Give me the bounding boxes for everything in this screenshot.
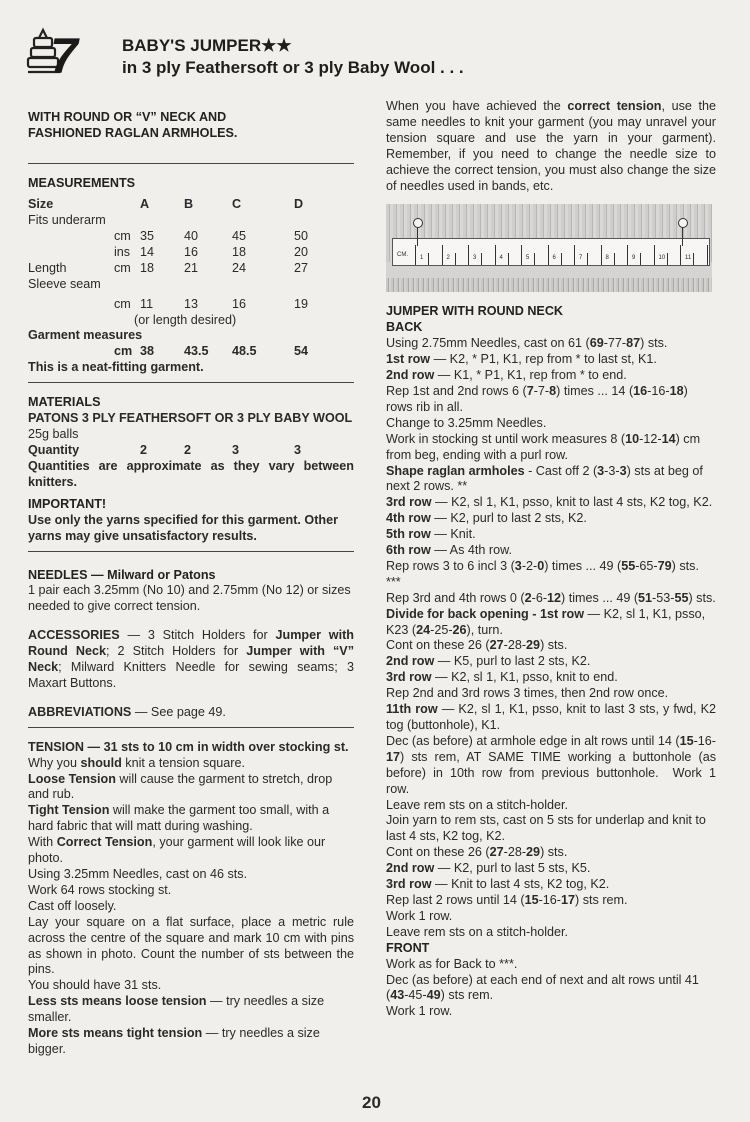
value: 16 (232, 296, 247, 311)
pattern-number: 7 (50, 28, 78, 82)
t: 4th row (386, 511, 431, 526)
unit-cm: cm (114, 344, 133, 359)
size-label: Size (28, 196, 54, 211)
instruction (386, 464, 716, 496)
ruler-number: 1 (420, 255, 424, 262)
instruction (386, 432, 716, 464)
t: -28- (503, 638, 527, 653)
t: -77- (603, 336, 627, 351)
divider (28, 727, 354, 728)
t: Rep 3rd and 4th rows 0 ( (386, 590, 525, 605)
ruler-tick (468, 245, 469, 265)
ruler-tick (587, 253, 588, 265)
text: , your garment will look like our photo. (28, 835, 326, 866)
knit-fabric (386, 278, 712, 292)
text: will cause the garment to stretch, drop and rub. (28, 771, 333, 802)
tension-step: Work 64 rows stocking st. (28, 882, 172, 897)
yarn-name: PATONS 3 PLY FEATHERSOFT OR 3 PLY BABY WOOL (28, 411, 353, 426)
value: 21 (184, 260, 199, 275)
t: 11th row (386, 702, 438, 717)
t: 2nd row (386, 861, 435, 876)
unit-cm: cm (114, 228, 131, 243)
ruler-tick (627, 245, 628, 265)
t: 3 (514, 558, 522, 573)
t: ) times ... 49 ( (561, 590, 639, 605)
value: 54 (294, 344, 309, 359)
length-label: Length (28, 260, 67, 275)
t: -2- (521, 558, 538, 573)
ruler-tick (654, 245, 655, 265)
t: ) sts. (640, 336, 668, 351)
length-row (28, 261, 354, 277)
t: 49 (426, 988, 441, 1003)
t: Using 2.75mm Needles, cast on 61 ( (386, 336, 590, 351)
instruction: Work 1 row. (386, 1004, 453, 1019)
t: 87 (626, 336, 641, 351)
value: 38 (140, 344, 155, 359)
text: ; Milward Knitters Needle for sewing seams; 3 Maxart Buttons. (28, 660, 354, 690)
instruction: Work 1 row. (386, 908, 453, 923)
text: knit a tension square. (121, 755, 245, 770)
ruler-tick (640, 253, 641, 265)
t: Rep last 2 rows until 14 ( (386, 892, 525, 907)
t: -16- (693, 733, 716, 748)
text: — try needles a size bigger. (28, 1026, 320, 1056)
instruction (386, 893, 716, 909)
instruction: Work as for Back to ***. (386, 956, 518, 971)
ruler-tick (548, 245, 549, 265)
intro-line2: FASHIONED RAGLAN ARMHOLES. (28, 125, 238, 140)
t: 0 (537, 558, 545, 573)
t: — Knit to last 4 sts, K2 tog, K2. (431, 877, 610, 892)
instruction: Rep 2nd and 3rd rows 3 times, then 2nd row once. (386, 686, 669, 701)
t: — As 4th row. (430, 543, 512, 558)
instruction (386, 734, 716, 798)
pattern-number-icon (26, 24, 88, 82)
ruler-tick (455, 253, 456, 265)
t: -53- (652, 590, 675, 605)
value: 35 (140, 228, 155, 243)
t: 14 (661, 431, 676, 446)
t: -6- (531, 590, 548, 605)
ruler-tick (574, 245, 575, 265)
ruler-tick (667, 253, 668, 265)
important-heading: IMPORTANT! (28, 496, 107, 511)
fits-underarm-label: Fits underarm (28, 212, 106, 227)
ruler-tick (428, 253, 429, 265)
text: Correct Tension (56, 835, 153, 850)
ruler-tick (521, 245, 522, 265)
t: — Knit. (430, 527, 476, 542)
intro-line1: WITH ROUND OR “V” NECK AND (28, 110, 227, 124)
t: 55 (674, 590, 689, 605)
size-row (28, 197, 354, 213)
t: Rep 1st and 2nd rows 6 ( (386, 383, 527, 398)
t: — K2, purl to last 2 sts, K2. (430, 511, 587, 526)
text: Less sts means loose tension (28, 994, 207, 1009)
t: ) times ... 14 ( (556, 383, 634, 398)
t: 10 (625, 431, 640, 446)
t: ) times ... 49 ( (544, 558, 622, 573)
t: -7- (533, 383, 550, 398)
t: 3 (597, 463, 605, 478)
text: With (28, 835, 57, 850)
t: 55 (621, 558, 636, 573)
unit-cm: cm (114, 260, 131, 275)
text: Jumper with “V” Neck (28, 644, 354, 675)
instruction: Join yarn to rem sts, cast on 5 sts for underlap and knit to last 4 sts, K2 tog, K2. (386, 813, 706, 844)
t: ) sts. (688, 590, 716, 605)
t: 27 (489, 845, 504, 860)
ruler-tick (481, 253, 482, 265)
t: 24 (416, 622, 431, 637)
tension-less (28, 994, 354, 1026)
approx-note: Quantities are approximate as they vary between knitters. (28, 458, 354, 489)
t: Work in stocking st until work measures 8 ( (386, 431, 626, 446)
fits-ins-row (28, 245, 354, 261)
divider (28, 382, 354, 383)
t: 3rd row (386, 670, 432, 685)
t: 2nd row (386, 654, 435, 669)
accessories-label: ACCESSORIES (28, 628, 120, 643)
t: -65- (635, 558, 658, 573)
t: — K2, sl 1, K1, psso, K23 ( (386, 606, 706, 637)
t: 29 (526, 845, 541, 860)
t: 8 (549, 383, 557, 398)
needles-heading: NEEDLES — Milward or Patons (28, 567, 216, 582)
t: ) sts rem. (575, 892, 628, 907)
instruction: Change to 3.25mm Needles. (386, 415, 547, 430)
text: ; 2 Stitch Holders for (106, 644, 247, 659)
neat-fitting-note: This is a neat-fitting garment. (28, 360, 204, 375)
t: — K2, sl 1, K1, psso, knit to last 4 sts, K2 tog, K2. (431, 495, 713, 510)
text: When you have achieved the (386, 99, 568, 113)
t: 2nd row (386, 368, 435, 383)
instruction (386, 591, 716, 607)
ruler-tick (534, 253, 535, 265)
tension-loose (28, 772, 354, 804)
t: — K2, sl 1, K1, psso, knit to end. (431, 670, 618, 685)
t: -16- (538, 892, 562, 907)
t: 79 (657, 558, 672, 573)
t: — K2, * P1, K1, rep from * to last st, K1. (430, 352, 657, 367)
t: -16- (647, 383, 670, 398)
t: 6th row (386, 543, 431, 558)
size-a: A (140, 196, 150, 211)
ruler-number: 7 (579, 255, 583, 262)
ruler-tick (707, 245, 708, 265)
instruction (386, 607, 716, 639)
title-line2: in 3 ply Feathersoft or 3 ply Baby Wool . . . (122, 58, 464, 77)
t: 69 (589, 336, 604, 351)
t: — K2, purl to last 5 sts, K5. (434, 861, 591, 876)
t: ) sts at beg of next 2 rows. ** (386, 463, 703, 494)
difficulty-stars: ★★ (261, 36, 292, 55)
text: Tight Tension (28, 803, 110, 818)
t: — K1, * P1, K1, rep from * to end. (434, 368, 627, 383)
divider (28, 163, 354, 164)
t: ) sts. *** (386, 558, 699, 589)
t: Shape raglan armholes (386, 463, 525, 478)
t: 16 (633, 383, 648, 398)
ruler-number: 10 (658, 255, 666, 262)
quantity-row (28, 443, 354, 459)
fits-cm-row (28, 229, 354, 245)
tension-heading: TENSION — 31 sts to 10 cm in width over stocking st. (28, 739, 349, 754)
value: 2 (140, 442, 148, 457)
metric-ruler (392, 238, 710, 266)
size-b: B (184, 196, 194, 211)
ruler-tick (415, 245, 416, 265)
instruction (386, 352, 716, 368)
needles-text: 1 pair each 3.25mm (No 10) and 2.75mm (No 12) or sizes needed to give correct tension. (28, 583, 351, 614)
t: - Cast off 2 ( (524, 463, 598, 478)
ruler-number: 2 (446, 255, 450, 262)
t: Cont on these 26 ( (386, 845, 490, 860)
quantity-label: Quantity (28, 442, 80, 457)
tension-square-photo (386, 204, 712, 292)
t: 18 (669, 383, 684, 398)
instruction (386, 368, 716, 384)
t: ) sts. (540, 845, 568, 860)
ruler-tick (614, 253, 615, 265)
t: Dec (as before) at each end of next and alt rows until 41 ( (386, 972, 699, 1003)
accessories-text (28, 628, 354, 692)
ruler-number: 6 (552, 255, 556, 262)
ruler-tick (680, 245, 681, 265)
instruction (386, 973, 716, 1005)
t: 3rd row (386, 495, 432, 510)
tension-step: Using 3.25mm Needles, cast on 46 sts. (28, 867, 248, 881)
sleeve-row (28, 297, 354, 313)
value: 40 (184, 228, 199, 243)
right-column (386, 99, 716, 1020)
t: -45- (404, 988, 427, 1003)
title-line1: BABY'S JUMPER (122, 36, 262, 55)
tension-tight (28, 803, 354, 835)
value: 2 (184, 442, 192, 457)
instruction (386, 511, 716, 527)
value: 19 (294, 296, 309, 311)
t: ), turn. (466, 622, 503, 637)
value: 16 (184, 244, 199, 259)
t: 17 (386, 749, 401, 764)
size-c: C (232, 196, 242, 211)
text: Why you (28, 755, 81, 770)
size-d: D (294, 196, 304, 211)
t: 17 (561, 892, 576, 907)
t: 51 (638, 590, 653, 605)
instruction (386, 861, 716, 877)
ruler-number: 11 (685, 255, 692, 262)
sleeve-label: Sleeve seam (28, 276, 101, 291)
tension-more (28, 1026, 354, 1058)
jumper-heading: JUMPER WITH ROUND NECK (386, 304, 564, 319)
t: 7 (526, 383, 534, 398)
text: Loose Tension (28, 771, 116, 786)
value: 11 (140, 296, 154, 311)
ruler-number: 8 (605, 255, 609, 262)
unit-cm: cm (114, 296, 131, 311)
instruction (386, 845, 716, 861)
tension-step: You should have 31 sts. (28, 978, 162, 993)
t: 3rd row (386, 877, 432, 892)
value: 50 (294, 228, 309, 243)
ruler-tick (561, 253, 562, 265)
instruction (386, 543, 716, 559)
text: — try needles a size smaller. (28, 994, 325, 1025)
text: — See page 49. (131, 704, 226, 719)
garment-row (28, 344, 354, 360)
t: 43 (390, 988, 405, 1003)
t: -25- (430, 622, 453, 637)
instruction (386, 877, 716, 893)
t: ) sts rem, AT SAME TIME working a buttonhole (as before) in 10th row from previous buttonhole. (386, 749, 716, 780)
text: will make the garment too small, with a hard fabric that will matt during washing. (28, 803, 330, 834)
instruction (386, 670, 716, 686)
text: More sts means tight tension (28, 1026, 203, 1041)
instruction (386, 654, 716, 670)
ruler-number: 3 (473, 255, 477, 262)
t: -3- (604, 463, 620, 478)
t: -28- (503, 845, 527, 860)
instruction (386, 384, 716, 416)
t: Rep rows 3 to 6 incl 3 ( (386, 558, 515, 573)
text: should (80, 755, 122, 770)
ruler-number: 9 (632, 255, 636, 262)
value: 24 (232, 260, 247, 275)
text: Jumper with Round Neck (28, 628, 354, 659)
instruction: Leave rem sts on a stitch-holder. (386, 797, 569, 812)
t: 5th row (386, 527, 431, 542)
important-text: Use only the yarns specified for this garment. Other yarns may give unsatisfactory results. (28, 512, 339, 543)
instruction (386, 638, 716, 654)
t: Cont on these 26 ( (386, 638, 490, 653)
value: 18 (140, 260, 155, 275)
value: 3 (294, 442, 302, 457)
left-column (28, 103, 354, 1058)
tension-correct (28, 835, 354, 867)
yarn-weight: 25g balls (28, 427, 79, 442)
text: correct tension (567, 99, 662, 113)
page-title (122, 35, 464, 79)
materials-heading: MATERIALS (28, 395, 101, 410)
t: -12- (639, 431, 662, 446)
value: 48.5 (232, 344, 257, 359)
value: 18 (232, 244, 247, 259)
t: ) sts. (540, 638, 568, 653)
measurements-heading: MEASUREMENTS (28, 175, 136, 190)
t: — K5, purl to last 2 sts, K2. (434, 654, 591, 669)
t: ) rows rib in all. (386, 383, 688, 414)
ruler-tick (442, 245, 443, 265)
t: 15 (524, 892, 539, 907)
instruction (386, 336, 716, 352)
abbreviations-text (28, 705, 354, 721)
value: 45 (232, 228, 247, 243)
t: ) sts rem. (440, 988, 494, 1003)
t: 2 (524, 590, 532, 605)
t: 29 (526, 638, 541, 653)
ruler-tick (495, 245, 496, 265)
value: 14 (140, 244, 155, 259)
text: — 3 Stitch Holders for (119, 628, 276, 643)
tension-advice (386, 99, 716, 194)
instruction: Leave rem sts on a stitch-holder. (386, 924, 569, 939)
ruler-number: 5 (526, 255, 530, 262)
t: 27 (489, 638, 504, 653)
back-heading: BACK (386, 320, 423, 335)
text: , use the same needles to knit your garment (you may unravel your tension square and use the yarn in your garment). Remember, if you need to change the needle size to achieve the correct tension, you must also change the size of needles used in bands, etc. (386, 99, 716, 193)
t: 3 (619, 463, 627, 478)
value: 13 (184, 296, 199, 311)
unit-ins: ins (114, 244, 131, 259)
garment-measures-label: Garment measures (28, 328, 143, 343)
t: 15 (679, 733, 694, 748)
ruler-tick (601, 245, 602, 265)
page-number: 20 (362, 1093, 381, 1112)
front-heading: FRONT (386, 940, 430, 955)
instruction (386, 559, 716, 591)
tension-why (28, 756, 354, 772)
instruction (386, 702, 716, 734)
t: ) cm from beg, ending with a purl row. (386, 431, 701, 462)
value: 43.5 (184, 344, 209, 359)
t: Divide for back opening - 1st row (386, 606, 585, 621)
abbreviations-label: ABBREVIATIONS (28, 704, 132, 719)
t: 1st row (386, 352, 431, 367)
t: Work 1 row. (386, 765, 716, 796)
ruler-tick (508, 253, 509, 265)
value: 20 (294, 244, 309, 259)
value: 3 (232, 442, 240, 457)
t: 26 (452, 622, 467, 637)
divider (28, 551, 354, 552)
value: 27 (294, 260, 309, 275)
ruler-cm-label: CM. (397, 252, 408, 259)
instruction (386, 527, 716, 543)
tension-step: Lay your square on a flat surface, place a metric rule across the centre of the square and mark 10 cm with pins as shown in photo. Count the number of sts between the pins. (28, 914, 354, 977)
ruler-tick (693, 253, 694, 265)
tension-step: Cast off loosely. (28, 898, 117, 913)
t: 12 (547, 590, 562, 605)
t: — K2, sl 1, K1, psso, knit to last 3 sts, y fwd, K2 tog (buttonhole), K1. (386, 702, 716, 732)
t: Dec (as before) at armhole edge in alt rows until 14 ( (386, 733, 680, 748)
ruler-number: 4 (499, 255, 503, 262)
length-desired: (or length desired) (134, 312, 237, 327)
instruction (386, 495, 716, 511)
